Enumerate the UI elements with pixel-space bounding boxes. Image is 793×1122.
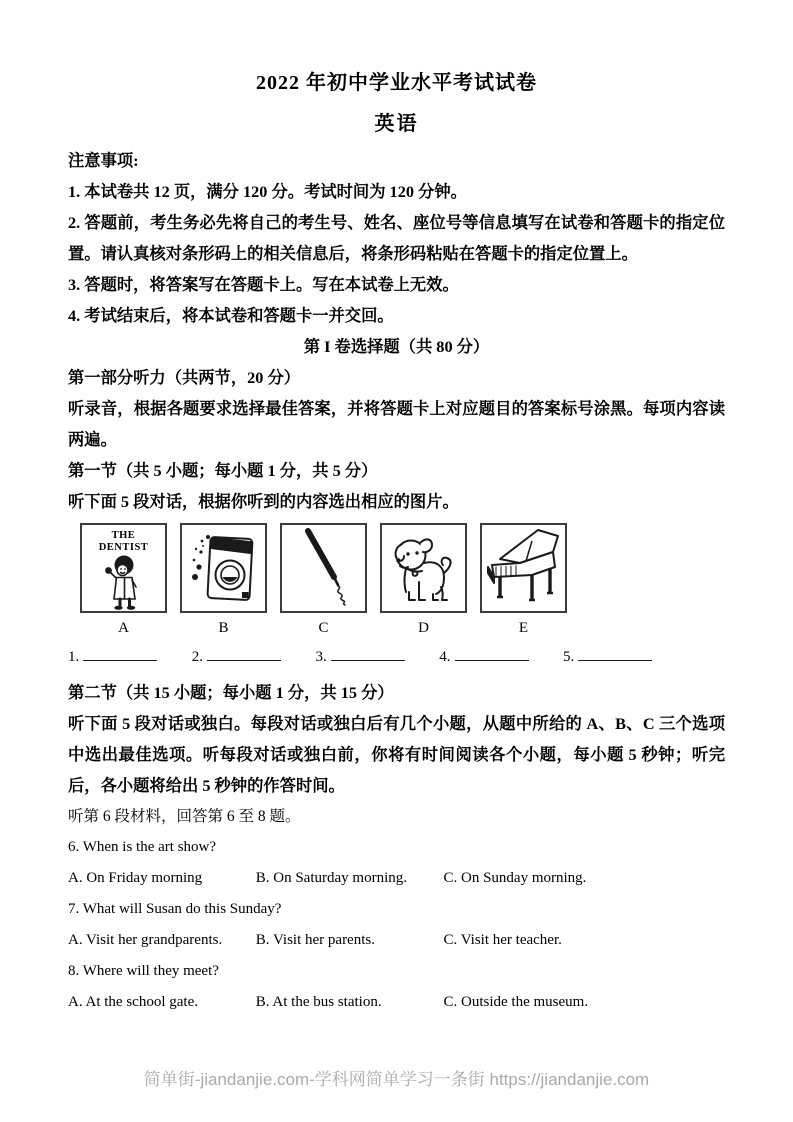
picture-label-d: D xyxy=(418,620,429,636)
dog-icon xyxy=(382,525,465,611)
picture-label-c: C xyxy=(318,620,329,636)
answer-blank-2 xyxy=(192,643,312,671)
material-note: 听第 6 段材料，回答第 6 至 8 题。 xyxy=(68,808,301,825)
page-title: 2022 年初中学业水平考试试卷 xyxy=(256,72,537,94)
question-7-option-a: A. Visit her grandparents. xyxy=(68,932,223,948)
question-7: 7. What will Susan do this Sunday? xyxy=(68,901,282,917)
notice-heading: 注意事项: xyxy=(68,151,139,170)
dentist-icon xyxy=(82,553,165,611)
page-footer: 简单街-jiandanjie.com-学科网简单学习一条街 https://jiandanjie.com xyxy=(143,1070,650,1089)
answer-blank-row xyxy=(68,643,725,671)
question-8-option-b: B. At the bus station. xyxy=(255,994,382,1010)
blank-number: 5. xyxy=(563,649,575,665)
blank-underline xyxy=(455,647,529,661)
picture-row xyxy=(80,523,725,613)
question-8-option-a: A. At the school gate. xyxy=(68,994,198,1010)
section1-instructions: 听下面 5 段对话，根据你听到的内容选出相应的图片。 xyxy=(68,492,459,511)
blank-number: 3. xyxy=(315,649,327,665)
blank-underline xyxy=(331,647,405,661)
blank-underline xyxy=(207,647,281,661)
exam-body xyxy=(68,145,725,1018)
question-8-option-c: C. Outside the museum. xyxy=(443,994,589,1010)
notice-item-4: 4. 考试结束后，将本试卷和答题卡一并交回。 xyxy=(68,306,394,325)
picture-box-c xyxy=(280,523,367,613)
dentist-caption-line1: THE xyxy=(111,530,136,541)
question-7-option-b: B. Visit her parents. xyxy=(255,932,375,948)
question-8: 8. Where will they meet? xyxy=(68,963,219,979)
section1-header: 第一节（共 5 小题；每小题 1 分，共 5 分） xyxy=(68,461,378,480)
question-7-option-c: C. Visit her teacher. xyxy=(443,932,562,948)
question-6-option-b: B. On Saturday morning. xyxy=(255,870,407,886)
question-6-option-c: C. On Sunday morning. xyxy=(443,870,587,886)
picture-label-e: E xyxy=(518,620,529,636)
washing-machine-icon xyxy=(182,525,265,611)
picture-box-d xyxy=(380,523,467,613)
volume-header: 第 I 卷选择题（共 80 分） xyxy=(303,337,490,356)
blank-underline xyxy=(83,647,157,661)
question-8-options xyxy=(68,987,725,1018)
blank-number: 4. xyxy=(439,649,451,665)
picture-box-b xyxy=(180,523,267,613)
listening-instructions: 听录音，根据各题要求选择最佳答案，并将答题卡上对应题目的答案标号涂黑。每项内容读两遍。 xyxy=(68,399,725,449)
notice-item-2: 2. 答题前，考生务必先将自己的考生号、姓名、座位号等信息填写在试卷和答题卡的指定位置。请认真核对条形码上的相关信息后，将条形码粘贴在答题卡的指定位置上。 xyxy=(68,213,725,263)
picture-labels xyxy=(80,615,725,641)
section2-header: 第二节（共 15 小题；每小题 1 分，共 15 分） xyxy=(68,683,394,702)
blank-number: 2. xyxy=(191,649,203,665)
blank-number: 1. xyxy=(68,649,80,665)
blank-underline xyxy=(578,647,652,661)
picture-box-a xyxy=(80,523,167,613)
dentist-caption-line2: DENTIST xyxy=(98,541,149,553)
question-6-option-a: A. On Friday morning xyxy=(68,870,203,886)
answer-blank-4 xyxy=(439,643,559,671)
piano-icon xyxy=(482,525,565,611)
question-7-options xyxy=(68,925,725,956)
question-6-options xyxy=(68,863,725,894)
answer-blank-3 xyxy=(316,643,436,671)
subject-title: 英语 xyxy=(374,113,419,135)
picture-label-a: A xyxy=(118,620,129,636)
notice-item-3: 3. 答题时，将答案写在答题卡上。写在本试卷上无效。 xyxy=(68,275,459,294)
picture-label-b: B xyxy=(218,620,229,636)
section2-instructions: 听下面 5 段对话或独白。每段对话或独白后有几个小题，从题中所给的 A、B、C 三个选项中选出最佳选项。听每段对话或独白前，你将有时间阅读各个小题，每小题 5 秒钟；听完后，各小题将给出 5 秒钟的作答时间。 xyxy=(68,714,725,795)
answer-blank-1 xyxy=(68,643,188,671)
picture-box-e xyxy=(480,523,567,613)
answer-blank-5 xyxy=(563,643,683,671)
notice-item-1: 1. 本试卷共 12 页，满分 120 分。考试时间为 120 分钟。 xyxy=(68,182,467,201)
listening-part-header: 第一部分听力（共两节，20 分） xyxy=(68,368,301,387)
pen-icon xyxy=(282,525,365,611)
question-6: 6. When is the art show? xyxy=(68,839,217,855)
dentist-caption xyxy=(99,530,149,553)
